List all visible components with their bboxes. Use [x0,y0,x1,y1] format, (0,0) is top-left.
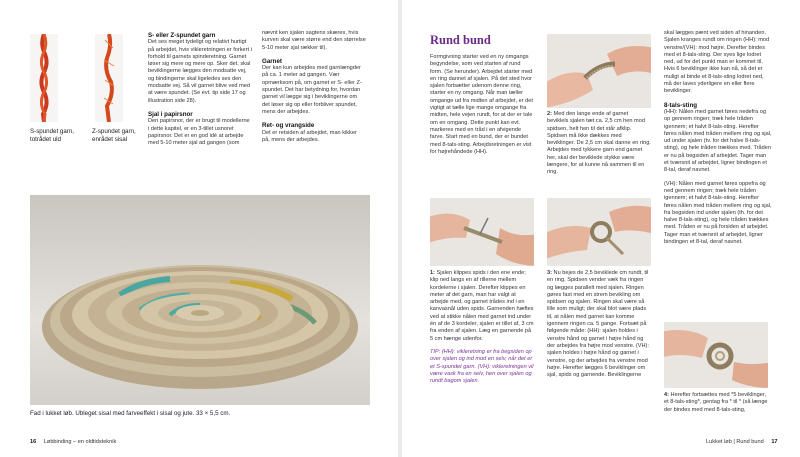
right-text-column-3 [664,30,772,252]
page-number: 17 [771,439,778,445]
running-title: Lukket løb | Rund bund [706,439,764,445]
paragraph: Det ses meget tydeligt og relativt hurtigt på arbejdet, hvis vikleretningen er forkert i forhold til garnets spinderetning. Garnet løser sig mere og mere op. Sker det, skal beviklingerne lægges den modsatte vej, og bindingerne skal ligeledes ses den modsatte vej. Så vil garnet blive ved med at være spundet. (Se evt. tip side 17 og illustration side 28). [148,39,252,104]
photo-caption: Fad i lukket løb. Ubleget sisal med farveeffekt i sisal og jute. 33 × 5,5 cm. [30,410,231,417]
step-body: Nu bejes de 2,5 beviklede cm rundt, til en ring. Spidsen vender væk fra ringen og lægges parallelt med sjalen. Ringen gøres fast med en strem bevikling om spidsen og sjalen. Ringen skal være så lille som muligt; der skal blot være plads til, at nålen med garnet kan komme igennem ringen ca. 5 gange. Fortsæt på følgende måde: (HH): sjalen holdes i venstre hånd og garnet i højre hånd og der arbejdes fra højre mod venstre. (VH): sjalen holdes i højre hånd og garnet i venstre, og der arbejdes fra venstre mod højre. Herefter lægges 6 beviklinger om sjal, spids og garnende. Beviklingerne [547,270,649,379]
z-spun-caption: Z-spundet garn, enrådet sisal [92,128,136,143]
paragraph: nævnt ken sjalen sagtens skæres, hvis kurven skal være større end den størrelse 5-10 meter sjal rækker til). [262,30,366,51]
page-title: Rund bund [430,33,491,47]
step-number: 1: [430,270,435,276]
left-page [0,0,398,457]
paragraph: skal lægges pænt ved siden af hinanden. Sjalen kranges rundt om ringen (HH): mod venstre/(VH): mod højre. Derefter bindes med et 8-tals-sting. Der syes lige lodret ned, ud for det punkt man er kommet til. Hvis 6 beviklinger ikke kan nå, så det er muligt at binde et 8-tals-sting lodret ned, må der laves yderligere en eller flere beviklinger. [664,30,770,95]
step-number: 2: [547,111,552,117]
heading-paper-cord: Sjal i papirsnor [148,110,193,118]
paragraph: (VH): Nålen med garnet føres oppefra og ned gennem ringen; træk hele tråden igennem; et halvt 8-tals-sting. Herefter føres nålen med tråden mellem ring og sjal, fra begsiden ind under sjalen (th. for det halve 8-tals-sting), og hele tråden trækkes med. Tråden er nu på forsiden af arbejdet. Tager man et tværsnit af arbejdet, ligner bindingen et 8-tal, deraf navnet. [664,180,772,246]
intro-text: Formgivning starter ved en ny omgangs begyndelse, som ved starten af rund form. (Se herunder). Arbejdet starter med en ring dannet af sjalen. På det sted hvor sjalen fortsætter udenom denne ring, starter en ny omgang. Når man tæller omgange ud fra midten af arbejdet, er det vigtigt at tælle lige mange omgange fra midten, hele vejen rundt, for at der er tale om en omgang. Dette punkt kan evt. markeres med en tråd i en afvigende farve. Start med en bund, der er bundet med 8-tals-sting. Arbejdsretningen er vist for højrehåndede (HH). [430,54,533,155]
paragraph: (HH): Nålen med garnet føres nedefra og op gennem ringen; træk hele tråden igennem; et halvt 8-tals-sting. Herefter føres nålen med tråden mellem ring og sjal, ud under sjalen (tv. for det halve 8-tals-sting), og hele tråden trækkes med. Tråden er nu på begsiden af arbejdet. Tager man et tværsnit af arbejdet, ligner bindingen et 8-tal, deraf navnet. [664,108,772,174]
paragraph: Det er retsiden af arbejdet, man kikker på, mens der arbejdes. [262,129,357,143]
heading-s-z-spun: S- eller Z-spundet garn [148,32,216,39]
heading-8-stitch: 8-tals-sting [664,101,698,109]
step-3-photo [547,198,651,266]
step-1-text [430,270,534,391]
step-4-photo [664,322,768,388]
left-text-column-2 [262,30,366,150]
heading-right-wrong-side: Ret- og vrangside [262,122,315,130]
step-2-text [547,111,651,177]
right-footer [706,439,778,445]
step-body: Herefter fortsættes med *5 beviklinger, et 8-tals-sting*, gentag fra * til * (så længe der bindes med med 8-tals-sting, [664,392,768,413]
step-4-text [664,392,772,414]
s-spun-caption: S-spundet garn, totrådet uld [30,128,75,143]
page-number: 16 [30,439,37,445]
left-text-column-1 [148,30,252,153]
left-footer [30,439,116,445]
paragraph: Den papirsnor, der er brugt til modellerne i dette kapitel, er en 3-tillet usnoret papirsnor. Det er en god idé at arbejde med 5-10 meter sjal ad gangen (som [148,118,250,147]
s-spun-yarn-image [30,34,58,122]
step-2-photo [547,34,651,108]
step-body: Med den lange ende af garnet beviklels sjalen tæt ca. 2,5 cm hen mod spidsen, helt hen til det står afklip. Spidsen må ikke dækkes med beviklinger. De 2,5 cm skal danne en ring. Arbejdes med tykkere garn end garnet her, skal der beviklede stykke være længere, for at kunne nå sammen til en ring. [547,111,651,176]
tip-text: TIP: (HH): vikleretning er fra begsiden op over sjalen og ind mod en selv, når det er et S-spundet garn. (VH): vikleretningen vil være vask fra en selv, hen over sjalen og rundt bagom sjalen. [430,348,534,385]
right-page [402,0,800,457]
paragraph: Der kan kun arbejdes med garnlængder på ca. 1 meter ad gangen. Vær opmærksom på, om garnet er S- eller Z-spundet. Det har betydning for, hvordan garnet vil lægge sig i beviklingerne om det løser sig op eller forbliver spundet, mens der arbejdes. [262,65,362,115]
step-1-photo [430,198,534,266]
step-number: 4: [664,392,669,398]
running-title: Løbbinding – en oldtidsteknik [43,439,117,445]
step-number: 3: [547,270,552,276]
coiled-basket-photo [30,195,370,405]
heading-yarn: Garnet [262,57,282,65]
step-body: Sjalen klippes spids i den ene ende; klip ned langs en af rillerne mellem kordelerne i sjalen. Derefter klippes en meter af det garn, man har valgt at arbejde med, og garnet trådes ind i en kanvasnål uden spids. Garnenden hæftes ved at stikke nålen med garnet ind under én af de 3 kordeler, sjalen er tillet af, 3 cm fra enden af sjalen. Læg en garnende på 5 cm hænge udenfor. [430,270,534,342]
step-3-text [547,270,651,379]
z-spun-yarn-image [95,34,123,122]
